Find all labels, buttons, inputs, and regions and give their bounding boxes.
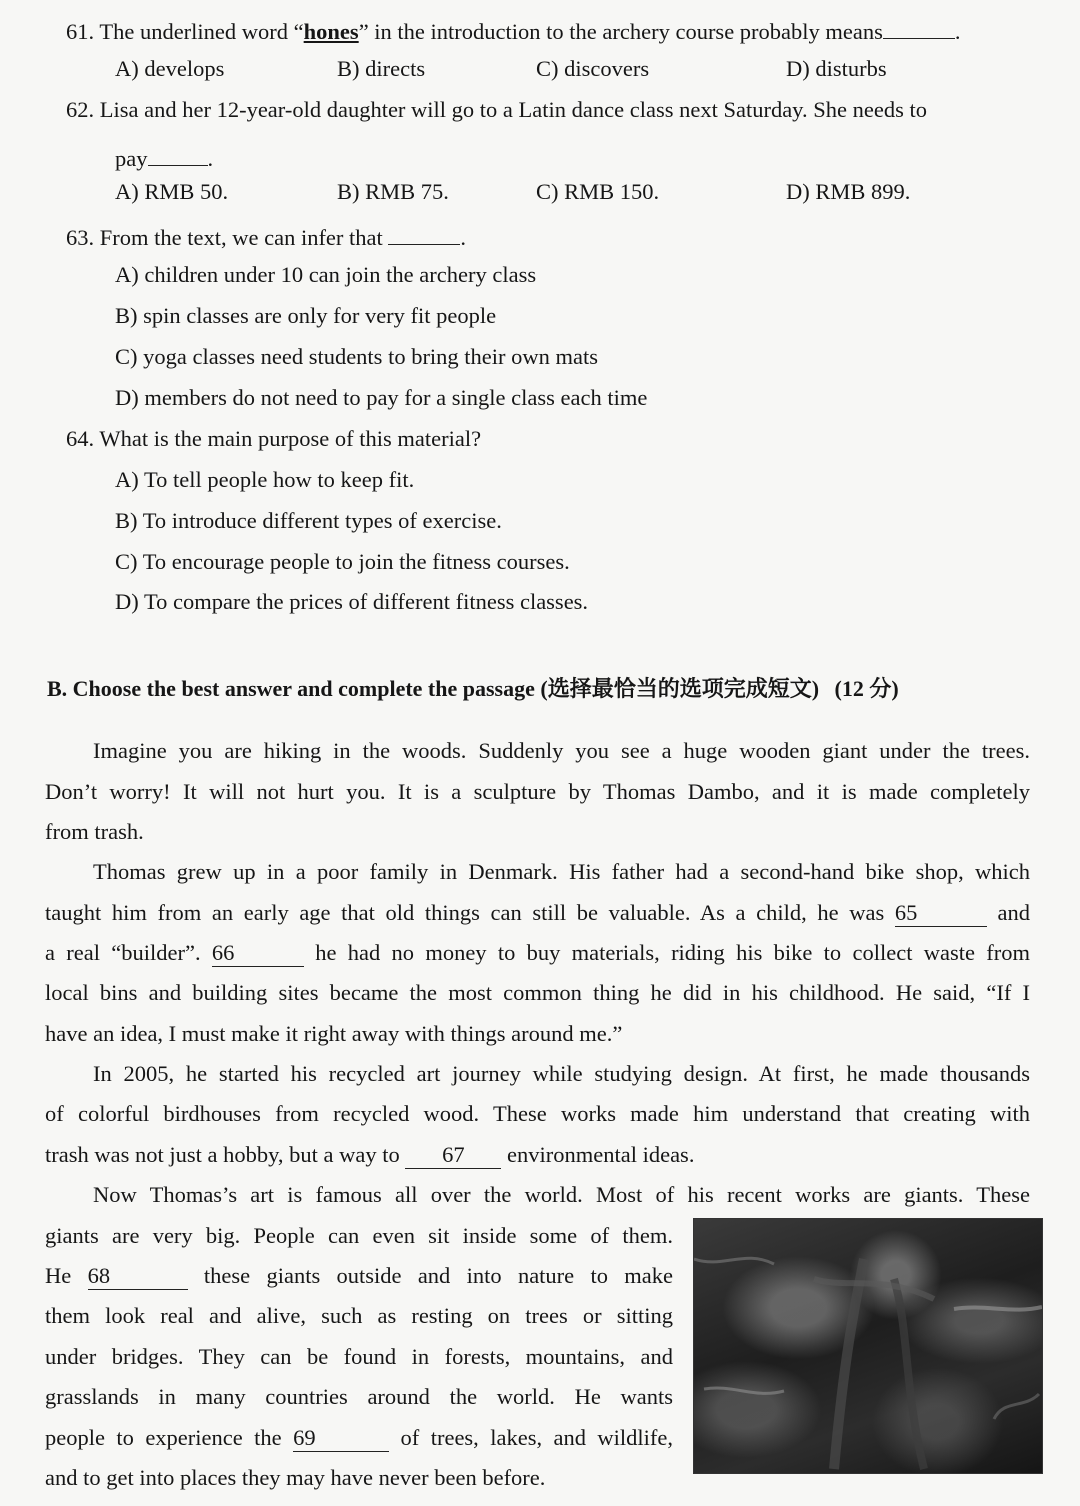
- option: A) develops: [115, 56, 225, 81]
- period: .: [954, 19, 961, 44]
- blank-68: 68: [88, 1265, 188, 1290]
- question-63-stem: 63. From the text, we can infer that: [66, 225, 383, 250]
- passage-line: under bridges. They can be found in forests, mountains, and: [45, 1344, 673, 1369]
- blank-65: 65: [895, 902, 987, 927]
- option: B) To introduce different types of exercise.: [115, 508, 502, 533]
- option: C) discovers: [536, 56, 650, 81]
- text: of trees, lakes, and wildlife,: [400, 1425, 674, 1450]
- period: .: [207, 146, 214, 171]
- blank-69: 69: [293, 1427, 389, 1452]
- period: .: [460, 225, 467, 250]
- passage-line: from trash.: [45, 819, 144, 844]
- option: D) disturbs: [786, 56, 887, 81]
- passage-line: [45, 899, 1030, 927]
- answer-blank: [388, 220, 460, 245]
- text: a real “builder”.: [45, 940, 201, 965]
- passage-line: local bins and building sites became the most common thing he did in his childhood. He said, “If I: [45, 980, 1030, 1005]
- option: D) To compare the prices of different fitness classes.: [115, 589, 589, 614]
- passage-line: [45, 1141, 694, 1169]
- section-title: B. Choose the best answer and complete the passage (选择最恰当的选项完成短文): [47, 676, 820, 701]
- option: D) RMB 899.: [786, 179, 911, 204]
- section-heading: [47, 672, 899, 703]
- option: A) RMB 50.: [115, 179, 229, 204]
- question-61-stem-end: ” in the introduction to the archery course probably means: [358, 19, 883, 44]
- text: taught him from an early age that old things can still be valuable. As a child, he was: [45, 900, 885, 925]
- passage-line: In 2005, he started his recycled art journey while studying design. At first, he made thousands: [93, 1061, 1030, 1086]
- passage-line: [45, 939, 1030, 967]
- passage-line: Imagine you are hiking in the woods. Suddenly you see a huge wooden giant under the trees.: [93, 738, 1030, 763]
- question-64: 64. What is the main purpose of this material?: [66, 426, 482, 451]
- text: He: [45, 1263, 72, 1288]
- question-61: [66, 14, 961, 46]
- section-score: (12 分): [834, 676, 899, 701]
- question-62-cont: [115, 141, 213, 173]
- option: A) children under 10 can join the archery class: [115, 262, 537, 287]
- text: environmental ideas.: [507, 1142, 695, 1167]
- option: B) RMB 75.: [337, 179, 449, 204]
- option: A) To tell people how to keep fit.: [115, 467, 415, 492]
- passage-line: Thomas grew up in a poor family in Denmark. His father had a second-hand bike shop, which: [93, 859, 1030, 884]
- option: C) RMB 150.: [536, 179, 660, 204]
- blank-66: 66: [212, 942, 304, 967]
- question-62-stem-end: pay: [115, 146, 148, 171]
- passage-line: [45, 1424, 673, 1452]
- passage-line: have an idea, I must make it right away with things around me.”: [45, 1021, 623, 1046]
- question-62: [66, 96, 927, 124]
- passage-line: Now Thomas’s art is famous all over the world. Most of his recent works are giants. These: [93, 1182, 1030, 1207]
- blank-67: 67: [405, 1144, 501, 1169]
- giant-sculpture-photo: [693, 1218, 1043, 1474]
- passage-line: them look real and alive, such as resting on trees or sitting: [45, 1303, 673, 1328]
- option: B) directs: [337, 56, 426, 81]
- option: C) To encourage people to join the fitness courses.: [115, 549, 570, 574]
- passage-line: giants are very big. People can even sit inside some of them.: [45, 1223, 673, 1248]
- answer-blank: [883, 14, 955, 39]
- question-61-stem-start: 61. The underlined word “: [66, 19, 304, 44]
- text: these giants outside and into nature to make: [203, 1263, 674, 1288]
- photo-texture: [694, 1219, 1042, 1473]
- passage-line: of colorful birdhouses from recycled wood. These works made him understand that creating with: [45, 1101, 1030, 1126]
- question-62-stem: 62. Lisa and her 12-year-old daughter will go to a Latin dance class next Saturday. She needs to: [66, 97, 927, 122]
- answer-blank: [148, 141, 208, 166]
- passage-line: grasslands in many countries around the world. He wants: [45, 1384, 673, 1409]
- text: trash was not just a hobby, but a way to: [45, 1142, 400, 1167]
- option: D) members do not need to pay for a single class each time: [115, 385, 648, 410]
- option: B) spin classes are only for very fit people: [115, 303, 497, 328]
- text: people to experience the: [45, 1425, 282, 1450]
- option: C) yoga classes need students to bring their own mats: [115, 344, 599, 369]
- question-63: [66, 220, 466, 252]
- passage-line: and to get into places they may have never been before.: [45, 1465, 546, 1490]
- text: he had no money to buy materials, riding his bike to collect waste from: [315, 940, 1030, 965]
- underlined-word: hones: [303, 19, 359, 44]
- passage-line: Don’t worry! It will not hurt you. It is a sculpture by Thomas Dambo, and it is made completely: [45, 779, 1030, 804]
- passage-line: [45, 1262, 673, 1290]
- text: and: [997, 900, 1031, 925]
